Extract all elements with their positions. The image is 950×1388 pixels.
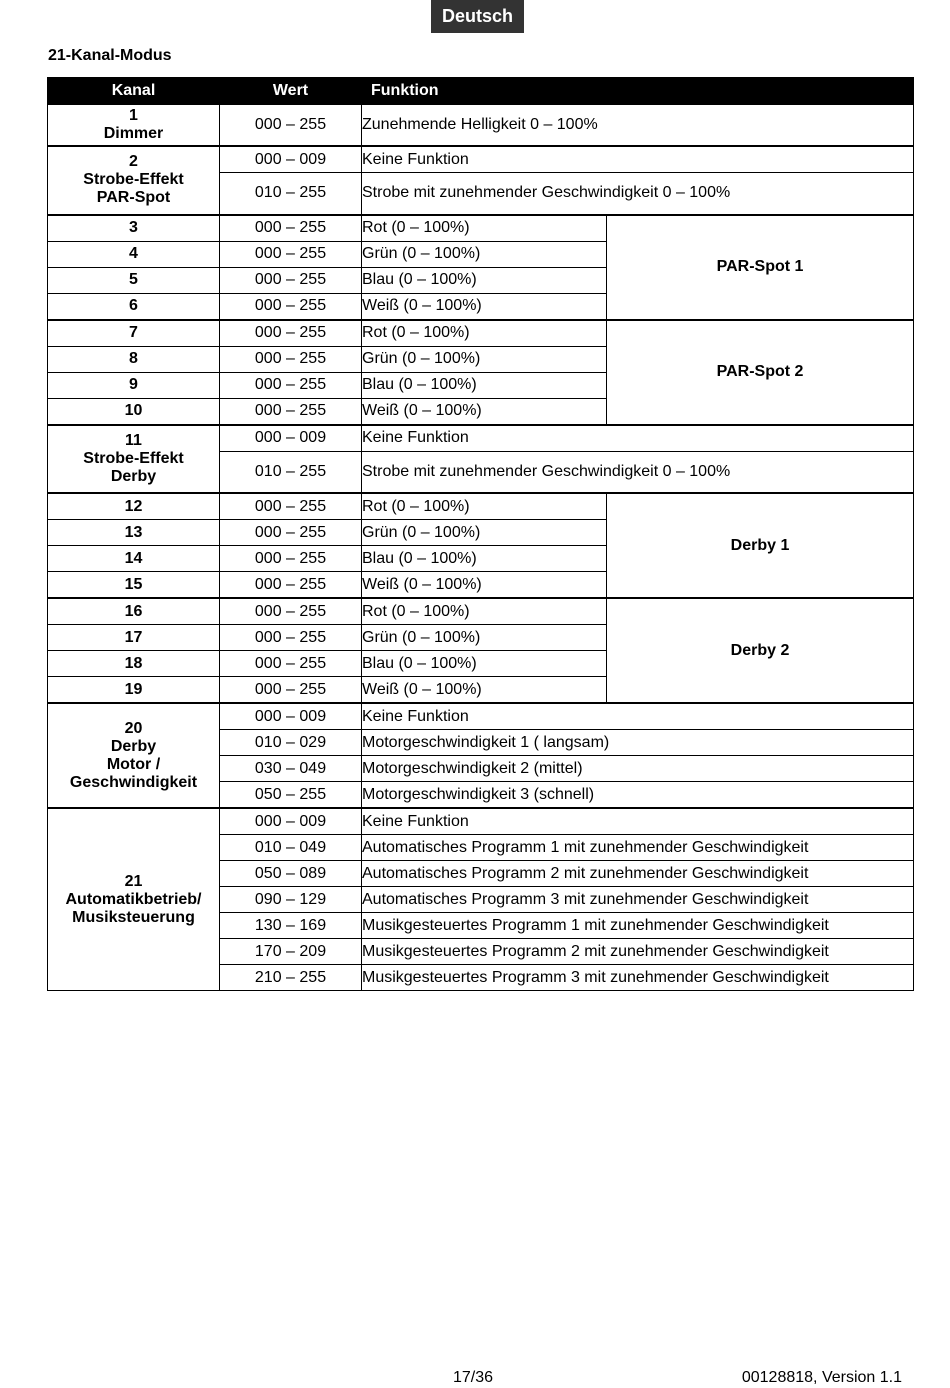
column-header-wert: Wert [220,78,362,105]
function-text: Blau (0 – 100%) [362,651,607,677]
function-text: Grün (0 – 100%) [362,625,607,651]
channel-cell [48,146,220,215]
function-text: Grün (0 – 100%) [362,346,607,372]
table-row [48,493,914,520]
channel-number: 5 [48,267,220,293]
group-label: PAR-Spot 1 [607,215,914,320]
function-text: Blau (0 – 100%) [362,546,607,572]
channel-number: 10 [48,398,220,425]
channel-number: 6 [48,293,220,320]
function-text: Keine Funktion [362,703,914,730]
table-row [48,425,914,452]
group-label: Derby 2 [607,598,914,703]
channel-name: PAR-Spot [96,189,171,207]
function-text: Keine Funktion [362,808,914,835]
function-text: Keine Funktion [362,146,914,173]
table-row [48,215,914,242]
channel-name: Dimmer [103,125,164,142]
channel-number: 1 [129,107,138,124]
channel-name: Musiksteuerung [72,908,195,926]
value-range: 000 – 009 [220,146,362,173]
channel-name: Derby [110,737,157,755]
channel-number: 9 [48,372,220,398]
function-text: Strobe mit zunehmender Geschwindigkeit 0 – 100% [362,451,914,493]
column-header-kanal: Kanal [48,78,220,105]
table-row [48,320,914,347]
value-range: 000 – 255 [220,320,362,347]
function-text: Blau (0 – 100%) [362,372,607,398]
channel-number: 14 [48,546,220,572]
function-text: Musikgesteuertes Programm 2 mit zunehmender Geschwindigkeit [362,939,914,965]
value-range: 000 – 255 [220,241,362,267]
channel-number: 21 [124,872,143,890]
channel-name: Geschwindigkeit [69,773,198,791]
channel-name: Motor / [106,755,161,773]
channel-cell [48,703,220,808]
group-label: PAR-Spot 2 [607,320,914,425]
function-text: Grün (0 – 100%) [362,520,607,546]
function-text: Weiß (0 – 100%) [362,677,607,704]
function-text: Rot (0 – 100%) [362,215,607,242]
value-range: 000 – 255 [220,572,362,599]
function-text: Rot (0 – 100%) [362,598,607,625]
table-row [48,808,914,835]
channel-number: 8 [48,346,220,372]
value-range: 050 – 089 [220,861,362,887]
function-text: Grün (0 – 100%) [362,241,607,267]
table-header-row [48,78,914,105]
section-title: 21-Kanal-Modus [48,47,172,64]
function-text: Zunehmende Helligkeit 0 – 100% [362,104,914,146]
value-range: 000 – 009 [220,808,362,835]
function-text: Weiß (0 – 100%) [362,572,607,599]
value-range: 000 – 255 [220,493,362,520]
channel-name: Derby [110,467,157,485]
value-range: 000 – 255 [220,651,362,677]
table-row [48,146,914,173]
channel-number: 20 [124,719,143,737]
function-text: Motorgeschwindigkeit 2 (mittel) [362,756,914,782]
function-text: Motorgeschwindigkeit 3 (schnell) [362,782,914,809]
function-text: Rot (0 – 100%) [362,493,607,520]
column-header-funktion: Funktion [362,78,914,105]
channel-cell [48,808,220,991]
value-range: 000 – 255 [220,267,362,293]
value-range: 030 – 049 [220,756,362,782]
value-range: 000 – 255 [220,398,362,425]
value-range: 000 – 255 [220,104,362,146]
value-range: 000 – 255 [220,598,362,625]
channel-table [47,77,914,991]
page-number: 17/36 [453,1369,494,1386]
channel-number: 13 [48,520,220,546]
function-text: Keine Funktion [362,425,914,452]
channel-number: 11 [125,431,142,449]
function-text: Musikgesteuertes Programm 1 mit zunehmender Geschwindigkeit [362,913,914,939]
function-text: Automatisches Programm 2 mit zunehmender Geschwindigkeit [362,861,914,887]
channel-number: 3 [48,215,220,242]
value-range: 000 – 255 [220,215,362,242]
document-version: 00128818, Version 1.1 [741,1369,902,1386]
function-text: Rot (0 – 100%) [362,320,607,347]
value-range: 000 – 255 [220,372,362,398]
value-range: 130 – 169 [220,913,362,939]
function-text: Motorgeschwindigkeit 1 ( langsam) [362,730,914,756]
channel-number: 7 [48,320,220,347]
value-range: 010 – 049 [220,835,362,861]
function-text: Musikgesteuertes Programm 3 mit zunehmender Geschwindigkeit [362,965,914,991]
channel-cell [48,425,220,494]
channel-number: 2 [129,153,138,171]
channel-cell [48,104,220,146]
channel-number: 12 [48,493,220,520]
value-range: 000 – 255 [220,293,362,320]
language-badge: Deutsch [431,0,524,33]
channel-number: 15 [48,572,220,599]
value-range: 050 – 255 [220,782,362,809]
value-range: 000 – 255 [220,346,362,372]
value-range: 000 – 255 [220,546,362,572]
channel-number: 4 [48,241,220,267]
function-text: Automatisches Programm 3 mit zunehmender Geschwindigkeit [362,887,914,913]
value-range: 000 – 255 [220,677,362,704]
value-range: 210 – 255 [220,965,362,991]
group-label: Derby 1 [607,493,914,598]
channel-number: 18 [48,651,220,677]
channel-number: 19 [48,677,220,704]
channel-number: 17 [48,625,220,651]
value-range: 000 – 255 [220,625,362,651]
function-text: Weiß (0 – 100%) [362,398,607,425]
value-range: 000 – 255 [220,520,362,546]
value-range: 170 – 209 [220,939,362,965]
channel-number: 16 [48,598,220,625]
value-range: 000 – 009 [220,425,362,452]
table-row [48,598,914,625]
value-range: 010 – 029 [220,730,362,756]
function-text: Blau (0 – 100%) [362,267,607,293]
function-text: Strobe mit zunehmender Geschwindigkeit 0 – 100% [362,173,914,215]
channel-name: Strobe-Effekt [83,171,184,189]
table-row [48,703,914,730]
function-text: Automatisches Programm 1 mit zunehmender Geschwindigkeit [362,835,914,861]
table-row [48,104,914,146]
value-range: 010 – 255 [220,451,362,493]
channel-name: Strobe-Effekt [83,449,184,467]
value-range: 000 – 009 [220,703,362,730]
function-text: Weiß (0 – 100%) [362,293,607,320]
channel-name: Automatikbetrieb/ [65,890,202,908]
value-range: 090 – 129 [220,887,362,913]
value-range: 010 – 255 [220,173,362,215]
